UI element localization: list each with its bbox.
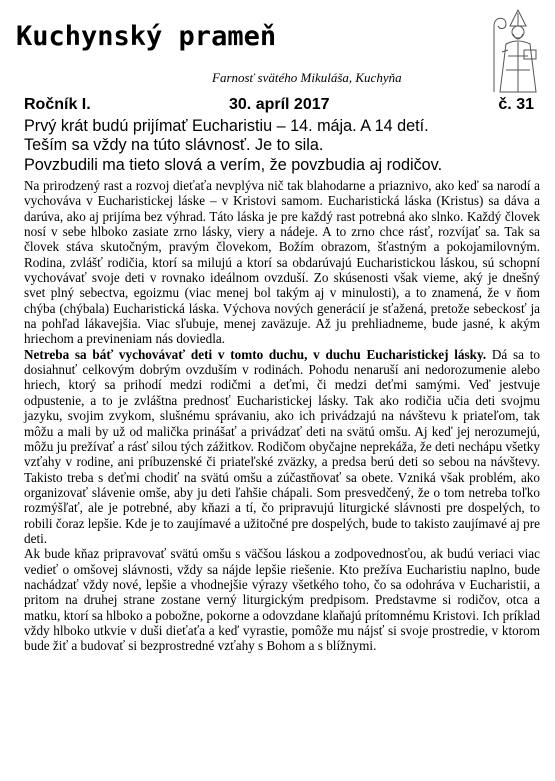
- article-paragraph-2: [24, 347, 540, 546]
- headline-line-1: Prvý krát budú prijímať Eucharistiu – 14. mája. A 14 detí.: [24, 117, 429, 135]
- article-paragraph-1: Na prirodzený rast a rozvoj dieťaťa nevplýva nič tak blahodarne a priaznivo, ako keď sa narodí a vychováva v Eucharistickej láske – v Kristovi samom. Eucharistická láska (Kristus) sa dáva a darúva, ako aj prijíma bez výhrad. Táto láska je pre každý rast potrebná ako slnko. Každý človek nosí v sebe hlboko zasiate zrno lásky, viery a nádeje. A to zrno chce rásť, rozvíjať sa. Tak sa človek stáva skutočným, pravým človekom, Božím obrazom, šťastným a pokojamilovným. Rodina, zvlášť rodičia, ktorí sa milujú a ktorí sa obdarúvajú Eucharistickou láskou, sú schopní vychovávať svoje deti v rovnako ideálnom ovzduší. Zo skúsenosti však vieme, aký je dnešný svet plný sebectva, egoizmu (viac menej bol takým aj v minulosti), a to znamená, že v ňom chýba (chýbala) Eucharistická láska. Výchova nových generácií je sťažená, pretože sebeckosť ja na pohľad lákavejšia. Viac sľubuje, menej zaväzuje. Až ju prehliadneme, bude jasné, k akým hriechom a previneniam nás doviedla.: [24, 178, 540, 347]
- issue-date: 30. apríl 2017: [229, 96, 330, 113]
- article-body: [24, 178, 540, 654]
- article-paragraph-3: Ak bude kňaz pripravovať svätú omšu s väčšou láskou a zodpovednosťou, ak budú veriaci viac vedieť o omšovej slávnosti, vždy sa nájde lepšie riešenie. Kto prežíva Eucharistiu naplno, bude nachádzať vždy nové, lepšie a vhodnejšie výrazy všetkého toho, čo sa odohráva v Eucharistii, a pritom na druhej strane zostane verný liturgickým predpisom. Predstavme si rodičov, otca a matku, ktorí sa hlboko a pobožne, pokorne a odovzdane klaňajú prítomnému Kristovi. Ich príklad vždy hlboko utkvie v duši dieťaťa a keď vyrastie, pomôže mu nájsť si svoje prostredie, v ktorom bude žiť a budovať si bezprostredné vzťahy s Bohom a s blížnymi.: [24, 546, 540, 654]
- issue-number: č. 31: [498, 96, 534, 113]
- article-paragraph-2-lead: Netreba sa báť vychovávať deti v tomto duchu, v duchu Eucharistickej lásky.: [24, 346, 487, 362]
- article-paragraph-2-text: Dá sa to dosiahnuť celkovým dobrým ovzduším v rodinách. Pohodu nenaruší ani nedorozumenie alebo hriech, ktorý sa prihodí medzi rodičmi a deťmi, či medzi deťmi samými. Veď jestvuje odpustenie, a to je zvláštna prednosť Eucharistickej lásky. Tak ako rodičia učia deti svojmu jazyku, svojim zvykom, slušnému správaniu, ako ich privádzajú na návštevu k priateľom, tak môžu a mali by už od malička prinášať a privádzať deti na svätú omšu. Aj keď jej nerozumejú, môžu ju prežívať a rásť silou tých zážitkov. Rodičom obyčajne neprekáža, že deti nechápu všetky vzťahy v rodine, ani príbuzenské či priateľské zväzky, a predsa berú deti so sebou na návštevy. Takisto treba s deťmi chodiť na svätú omšu a zúčastňovať sa obete. Vzniká však problém, ako organizovať slávenie omše, aby ju deti ľahšie chápali. Som presvedčený, že o tom netreba toľko rozmýšľať, ale je potrebné, aby kňazi a tí, čo pripravujú liturgické slávnosti pre dospelých, to robili čoraz lepšie. Kde je to zaujímavé a užitočné pre dospelých, bude to takisto zaujímavé aj pre deti.: [24, 346, 541, 546]
- headline-line-2: Teším sa vždy na túto slávnosť. Je to sila.: [24, 136, 324, 155]
- newsletter-title: Kuchynský prameň: [16, 21, 277, 52]
- volume-label: Ročník I.: [24, 96, 91, 113]
- headline: [24, 117, 544, 175]
- parish-name: Farnosť svätého Mikuláša, Kuchyňa: [212, 70, 402, 85]
- issue-info-bar: [24, 96, 534, 116]
- headline-line-3: Povzbudili ma tieto slová a verím, že povzbudia aj rodičov.: [24, 155, 443, 174]
- saint-nicholas-icon: [480, 4, 548, 98]
